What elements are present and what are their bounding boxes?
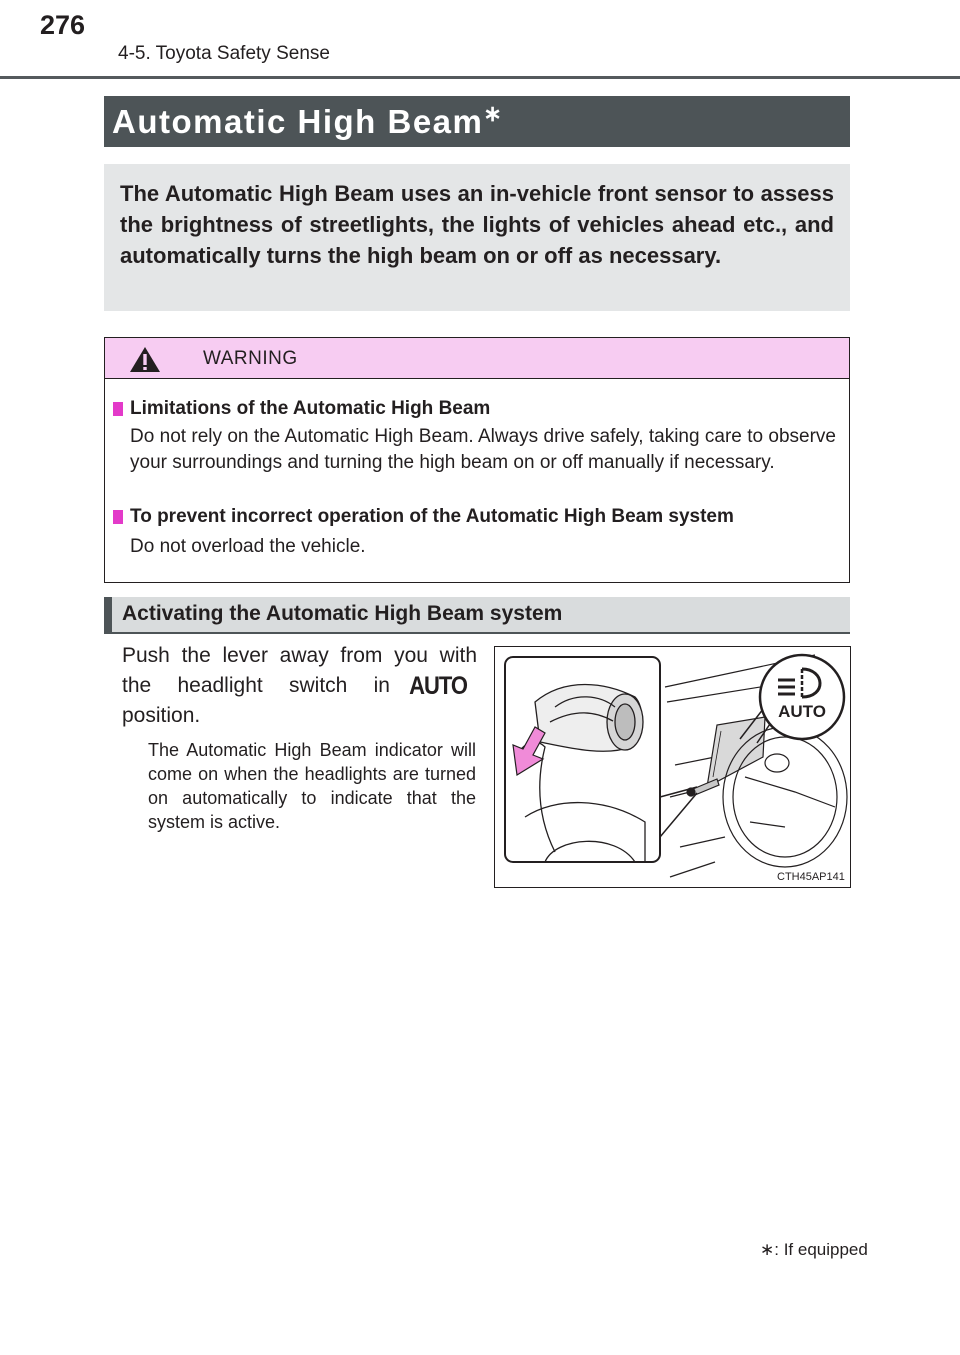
lever-push-diagram xyxy=(495,647,850,887)
intro-text: The Automatic High Beam uses an in-vehicle front sensor to assess the brightness of streetlights, the lights of vehicles ahead etc., and automatically turns the high beam on or off as necessary. xyxy=(120,181,834,268)
intro-box xyxy=(104,164,850,311)
warning-item-title: To prevent incorrect operation of the Automatic High Beam system xyxy=(130,506,734,527)
instruction-line-2-word: the xyxy=(122,674,152,697)
warning-label: WARNING xyxy=(203,348,298,369)
bullet-square-icon xyxy=(113,402,123,416)
warning-item-body: Do not overload the vehicle. xyxy=(130,536,366,557)
footnote-text: : If equipped xyxy=(774,1240,868,1259)
page-title xyxy=(112,101,503,141)
auto-callout-label: AUTO xyxy=(778,702,826,721)
instruction-note: The Automatic High Beam indicator will come on when the headlights are turned on automatically to indicate that the system is active. xyxy=(148,740,476,832)
subheading-text: Activating the Automatic High Beam system xyxy=(122,602,563,625)
bullet-square-icon xyxy=(113,510,123,524)
footnote xyxy=(760,1240,868,1260)
warning-box xyxy=(104,337,850,583)
subheading-bar xyxy=(104,597,850,634)
section-title: 4-5. Toyota Safety Sense xyxy=(118,43,330,64)
instruction-line-1: Push the lever away from you with xyxy=(122,644,477,667)
header-divider xyxy=(0,76,960,79)
warning-header xyxy=(105,338,849,379)
title-bar xyxy=(104,96,850,147)
title-footnote-marker: ∗ xyxy=(483,101,504,126)
instruction-line-2-word: in xyxy=(373,674,390,697)
warning-triangle-icon xyxy=(129,346,161,373)
footnote-marker: ∗ xyxy=(760,1240,775,1259)
lever-illustration xyxy=(494,646,851,888)
warning-item-title: Limitations of the Automatic High Beam xyxy=(130,398,491,419)
instruction-line-2-word: headlight xyxy=(177,674,263,697)
instruction-line-2-text xyxy=(122,671,390,701)
instruction-line-2 xyxy=(122,671,467,701)
instruction-text xyxy=(122,641,477,731)
subheading-accent xyxy=(104,597,112,634)
warning-item-body: Do not rely on the Automatic High Beam. Always drive safely, taking care to observe your surroundings and turning the high beam on or off manually if necessary. xyxy=(130,426,836,473)
illustration-code: CTH45AP141 xyxy=(777,871,845,883)
page-title-text: Automatic High Beam xyxy=(112,103,484,140)
instruction-line-2-word: switch xyxy=(288,674,348,697)
instruction-line-3: position. xyxy=(122,704,201,727)
auto-symbol-icon: AUTO xyxy=(409,671,467,700)
page-number: 276 xyxy=(40,10,86,40)
